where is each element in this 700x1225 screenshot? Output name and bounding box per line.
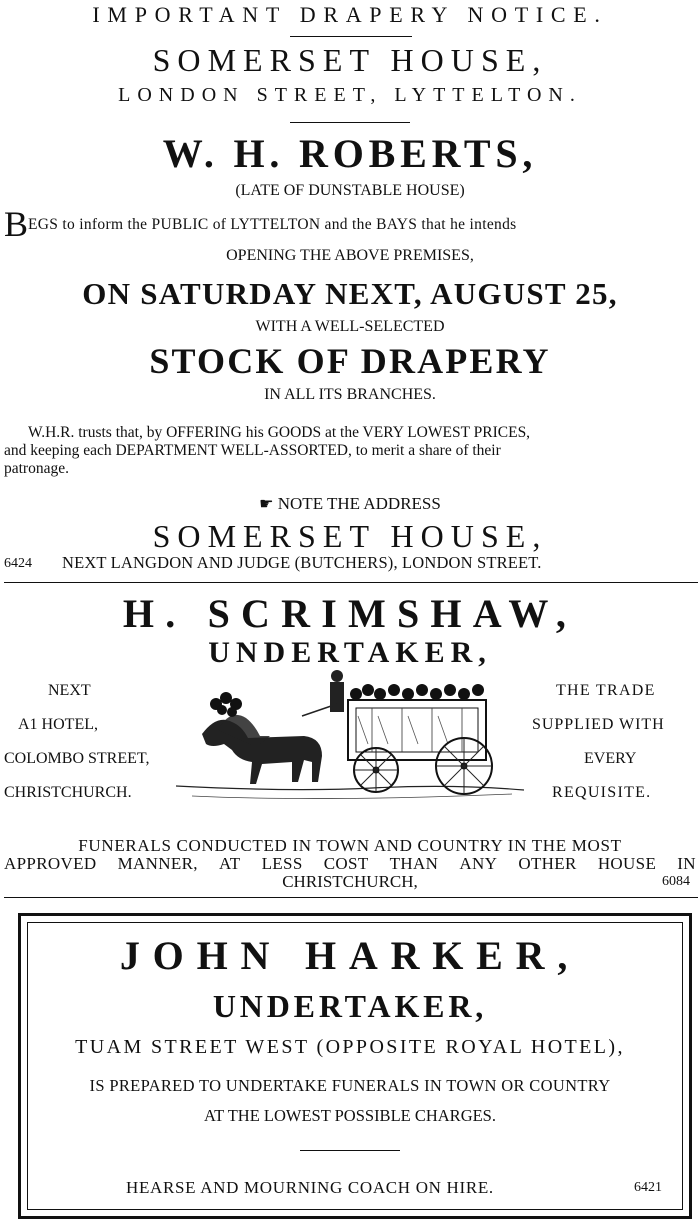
- drapery-notice-headline: IMPORTANT DRAPERY NOTICE.: [92, 2, 608, 27]
- harker-prepared-line: IS PREPARED TO UNDERTAKE FUNERALS IN TOWN OR COUNTRY: [89, 1076, 611, 1095]
- right-line-trade: THE TRADE: [556, 682, 656, 699]
- body-line-3: patronage.: [4, 460, 69, 477]
- branches-line: IN ALL ITS BRANCHES.: [264, 386, 436, 403]
- right-line-every: EVERY: [584, 750, 637, 767]
- stock-of-drapery: STOCK OF DRAPERY: [149, 341, 551, 381]
- harker-ad-number: 6421: [634, 1180, 662, 1195]
- roberts-ad-number: 6424: [4, 556, 32, 571]
- harker-address-line: TUAM STREET WEST (OPPOSITE ROYAL HOTEL),: [75, 1036, 625, 1058]
- ad-divider: [4, 897, 698, 898]
- opening-line: OPENING THE ABOVE PREMISES,: [226, 247, 474, 264]
- word: HOUSE: [597, 854, 657, 873]
- note-text: NOTE THE ADDRESS: [277, 494, 441, 513]
- opening-date-line: ON SATURDAY NEXT, AUGUST 25,: [82, 276, 618, 311]
- word: COST: [323, 854, 369, 873]
- scrimshaw-footer-line-2: [4, 854, 696, 874]
- body-line-2: and keeping each DEPARTMENT WELL-ASSORTED, to merit a share of their: [4, 442, 501, 459]
- intro-line: EGS to inform the PUBLIC of LYTTELTON and the BAYS that he intends: [28, 216, 517, 233]
- harker-hire-line: HEARSE AND MOURNING COACH ON HIRE.: [126, 1178, 494, 1197]
- word: MANNER,: [117, 854, 198, 873]
- horse-drawn-hearse-illustration: [172, 664, 528, 814]
- left-line-street: COLOMBO STREET,: [4, 750, 150, 767]
- note-address-line: [0, 494, 700, 514]
- word: LESS: [261, 854, 303, 873]
- left-line-city: CHRISTCHURCH.: [4, 784, 132, 801]
- word: IN: [677, 854, 696, 873]
- right-line-requisite: REQUISITE.: [552, 784, 652, 801]
- scrimshaw-footer-line-1: FUNERALS CONDUCTED IN TOWN AND COUNTRY IN THE MOST: [78, 836, 622, 855]
- scrimshaw-name: H. SCRIMSHAW,: [122, 591, 578, 636]
- word: THAN: [389, 854, 439, 873]
- harker-charges-line: AT THE LOWEST POSSIBLE CHARGES.: [204, 1106, 496, 1125]
- address-line: NEXT LANGDON AND JUDGE (BUTCHERS), LONDON STREET.: [62, 553, 542, 572]
- scrimshaw-ad-number: 6084: [662, 874, 690, 889]
- right-line-supplied: SUPPLIED WITH: [532, 716, 665, 733]
- drop-cap: B: [4, 204, 29, 244]
- word: OTHER: [518, 854, 577, 873]
- scrimshaw-trade: UNDERTAKER,: [208, 636, 492, 669]
- premises-name: SOMERSET HOUSE,: [152, 42, 548, 78]
- late-of-line: (LATE OF DUNSTABLE HOUSE): [235, 182, 465, 199]
- word: AT: [219, 854, 241, 873]
- harker-trade: UNDERTAKER,: [212, 988, 488, 1024]
- left-line-hotel: A1 HOTEL,: [18, 716, 98, 733]
- left-line-next: NEXT: [48, 682, 91, 699]
- pointing-hand-icon: ☛: [259, 496, 274, 513]
- body-line-1: W.H.R. trusts that, by OFFERING his GOODS at the VERY LOWEST PRICES,: [28, 424, 531, 441]
- proprietor-name: W. H. ROBERTS,: [162, 131, 538, 176]
- short-rule: [290, 122, 410, 123]
- short-rule: [290, 36, 412, 37]
- harker-name: JOHN HARKER,: [119, 933, 581, 978]
- street-line: LONDON STREET, LYTTELTON.: [118, 84, 582, 106]
- ad-divider: [4, 582, 698, 583]
- word: ANY: [459, 854, 498, 873]
- short-rule: [300, 1150, 400, 1151]
- address-name: SOMERSET HOUSE,: [152, 518, 548, 554]
- scrimshaw-footer-line-3: CHRISTCHURCH,: [282, 872, 418, 891]
- word: APPROVED: [4, 854, 97, 873]
- with-line: WITH A WELL-SELECTED: [255, 318, 445, 335]
